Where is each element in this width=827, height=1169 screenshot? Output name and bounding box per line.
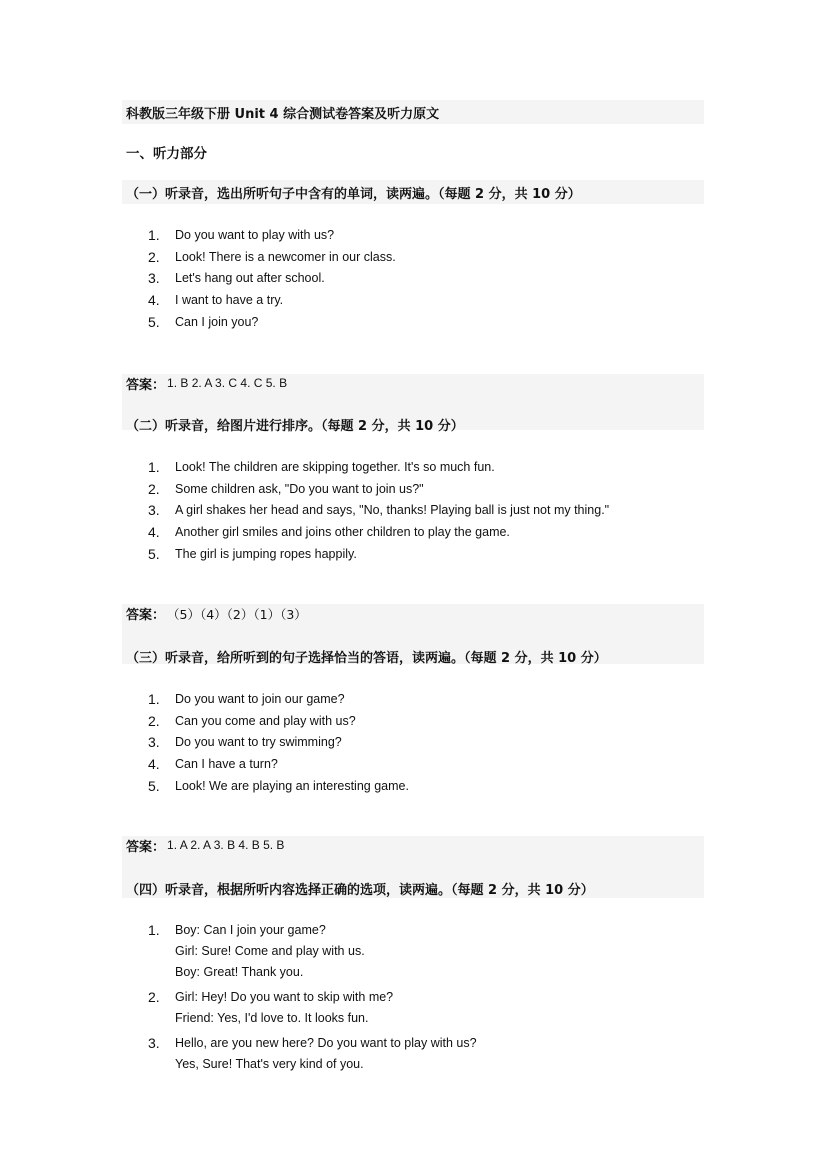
- item-number: 1.: [148, 458, 160, 475]
- item-number: 4.: [148, 755, 160, 772]
- item-text: I want to have a try.: [175, 292, 284, 307]
- document-title: 科教版三年级下册 Unit 4 综合测试卷答案及听力原文: [122, 100, 704, 124]
- list-item: [148, 289, 396, 311]
- list-item: [148, 920, 477, 983]
- part-heading-listening: 一、听力部分: [126, 146, 207, 162]
- item-text: A girl shakes her head and says, "No, thanks! Playing ball is just not my thing.": [175, 503, 610, 518]
- item-number: 5.: [148, 313, 160, 330]
- section-3-heading: （三）听录音，给所听到的句子选择恰当的答语，读两遍。（每题 2 分，共 10 分）: [126, 650, 607, 666]
- section-4-heading: （四）听录音，根据所听内容选择正确的选项，读两遍。（每题 2 分，共 10 分）: [126, 882, 594, 898]
- item-text: Another girl smiles and joins other children to play the game.: [175, 524, 510, 539]
- dialog-line: Yes, Sure! That's very kind of you.: [175, 1057, 364, 1071]
- dialog-lines: [175, 920, 365, 983]
- list-item: [148, 710, 409, 732]
- item-number: 5.: [148, 777, 160, 794]
- item-number: 3.: [148, 270, 160, 287]
- item-number: 3.: [148, 734, 160, 751]
- list-item: [148, 753, 409, 775]
- item-text: Can you come and play with us?: [175, 713, 356, 728]
- dialog-line: Boy: Great! Thank you.: [175, 965, 304, 979]
- item-number: 1.: [148, 226, 160, 243]
- list-item: [148, 688, 409, 710]
- dialog-line: Girl: Sure! Come and play with us.: [175, 944, 365, 958]
- list-item: [148, 478, 609, 500]
- list-item: [148, 499, 609, 521]
- item-text: Look! The children are skipping together. It's so much fun.: [175, 459, 495, 474]
- list-item: [148, 775, 409, 797]
- dialog-lines: [175, 1033, 477, 1075]
- answer-value: （5）（4）（2）（1）（3）: [167, 607, 307, 622]
- section-2-list: [148, 456, 609, 564]
- list-item: [148, 246, 396, 268]
- answer-label: 答案：: [126, 840, 166, 855]
- list-item: [148, 456, 609, 478]
- list-item: [148, 731, 409, 753]
- item-number: 4.: [148, 523, 160, 540]
- dialog-line: Girl: Hey! Do you want to skip with me?: [175, 990, 394, 1004]
- list-item: [148, 987, 477, 1029]
- item-number: 1.: [148, 690, 160, 707]
- section-4-dialog-list: [148, 920, 477, 1079]
- item-number: 4.: [148, 291, 160, 308]
- dialog-line: Boy: Can I join your game?: [175, 923, 326, 937]
- list-item: [148, 521, 609, 543]
- item-text: Look! We are playing an interesting game.: [175, 778, 409, 793]
- item-number: 3.: [148, 1035, 160, 1051]
- section-2-heading: （二）听录音，给图片进行排序。（每题 2 分，共 10 分）: [126, 418, 464, 434]
- section-1-list: [148, 224, 396, 332]
- item-text: Do you want to try swimming?: [175, 735, 342, 750]
- answer-label: 答案：: [126, 608, 166, 623]
- section-1-heading: （一）听录音，选出所听句子中含有的单词，读两遍。（每题 2 分，共 10 分）: [122, 180, 704, 204]
- list-item: [148, 224, 396, 246]
- dialog-line: Hello, are you new here? Do you want to play with us?: [175, 1036, 477, 1050]
- item-text: Some children ask, "Do you want to join us?": [175, 481, 424, 496]
- list-item: [148, 1033, 477, 1075]
- answer-label: 答案：: [126, 378, 166, 393]
- item-text: Can I have a turn?: [175, 756, 278, 771]
- item-number: 5.: [148, 545, 160, 562]
- answer-value: 1. A 2. A 3. B 4. B 5. B: [167, 838, 285, 852]
- item-number: 2.: [148, 480, 160, 497]
- dialog-lines: [175, 987, 393, 1029]
- item-text: Let's hang out after school.: [175, 271, 325, 286]
- item-text: Can I join you?: [175, 314, 259, 329]
- item-text: Do you want to play with us?: [175, 227, 335, 242]
- dialog-line: Friend: Yes, I'd love to. It looks fun.: [175, 1011, 369, 1025]
- item-text: The girl is jumping ropes happily.: [175, 546, 357, 561]
- list-item: [148, 267, 396, 289]
- item-number: 2.: [148, 248, 160, 265]
- item-text: Look! There is a newcomer in our class.: [175, 249, 396, 264]
- answer-value: 1. B 2. A 3. C 4. C 5. B: [167, 376, 288, 390]
- item-number: 1.: [148, 922, 160, 938]
- list-item: [148, 311, 396, 333]
- item-number: 2.: [148, 712, 160, 729]
- list-item: [148, 543, 609, 565]
- item-text: Do you want to join our game?: [175, 691, 345, 706]
- section-3-list: [148, 688, 409, 796]
- item-number: 2.: [148, 989, 160, 1005]
- item-number: 3.: [148, 502, 160, 519]
